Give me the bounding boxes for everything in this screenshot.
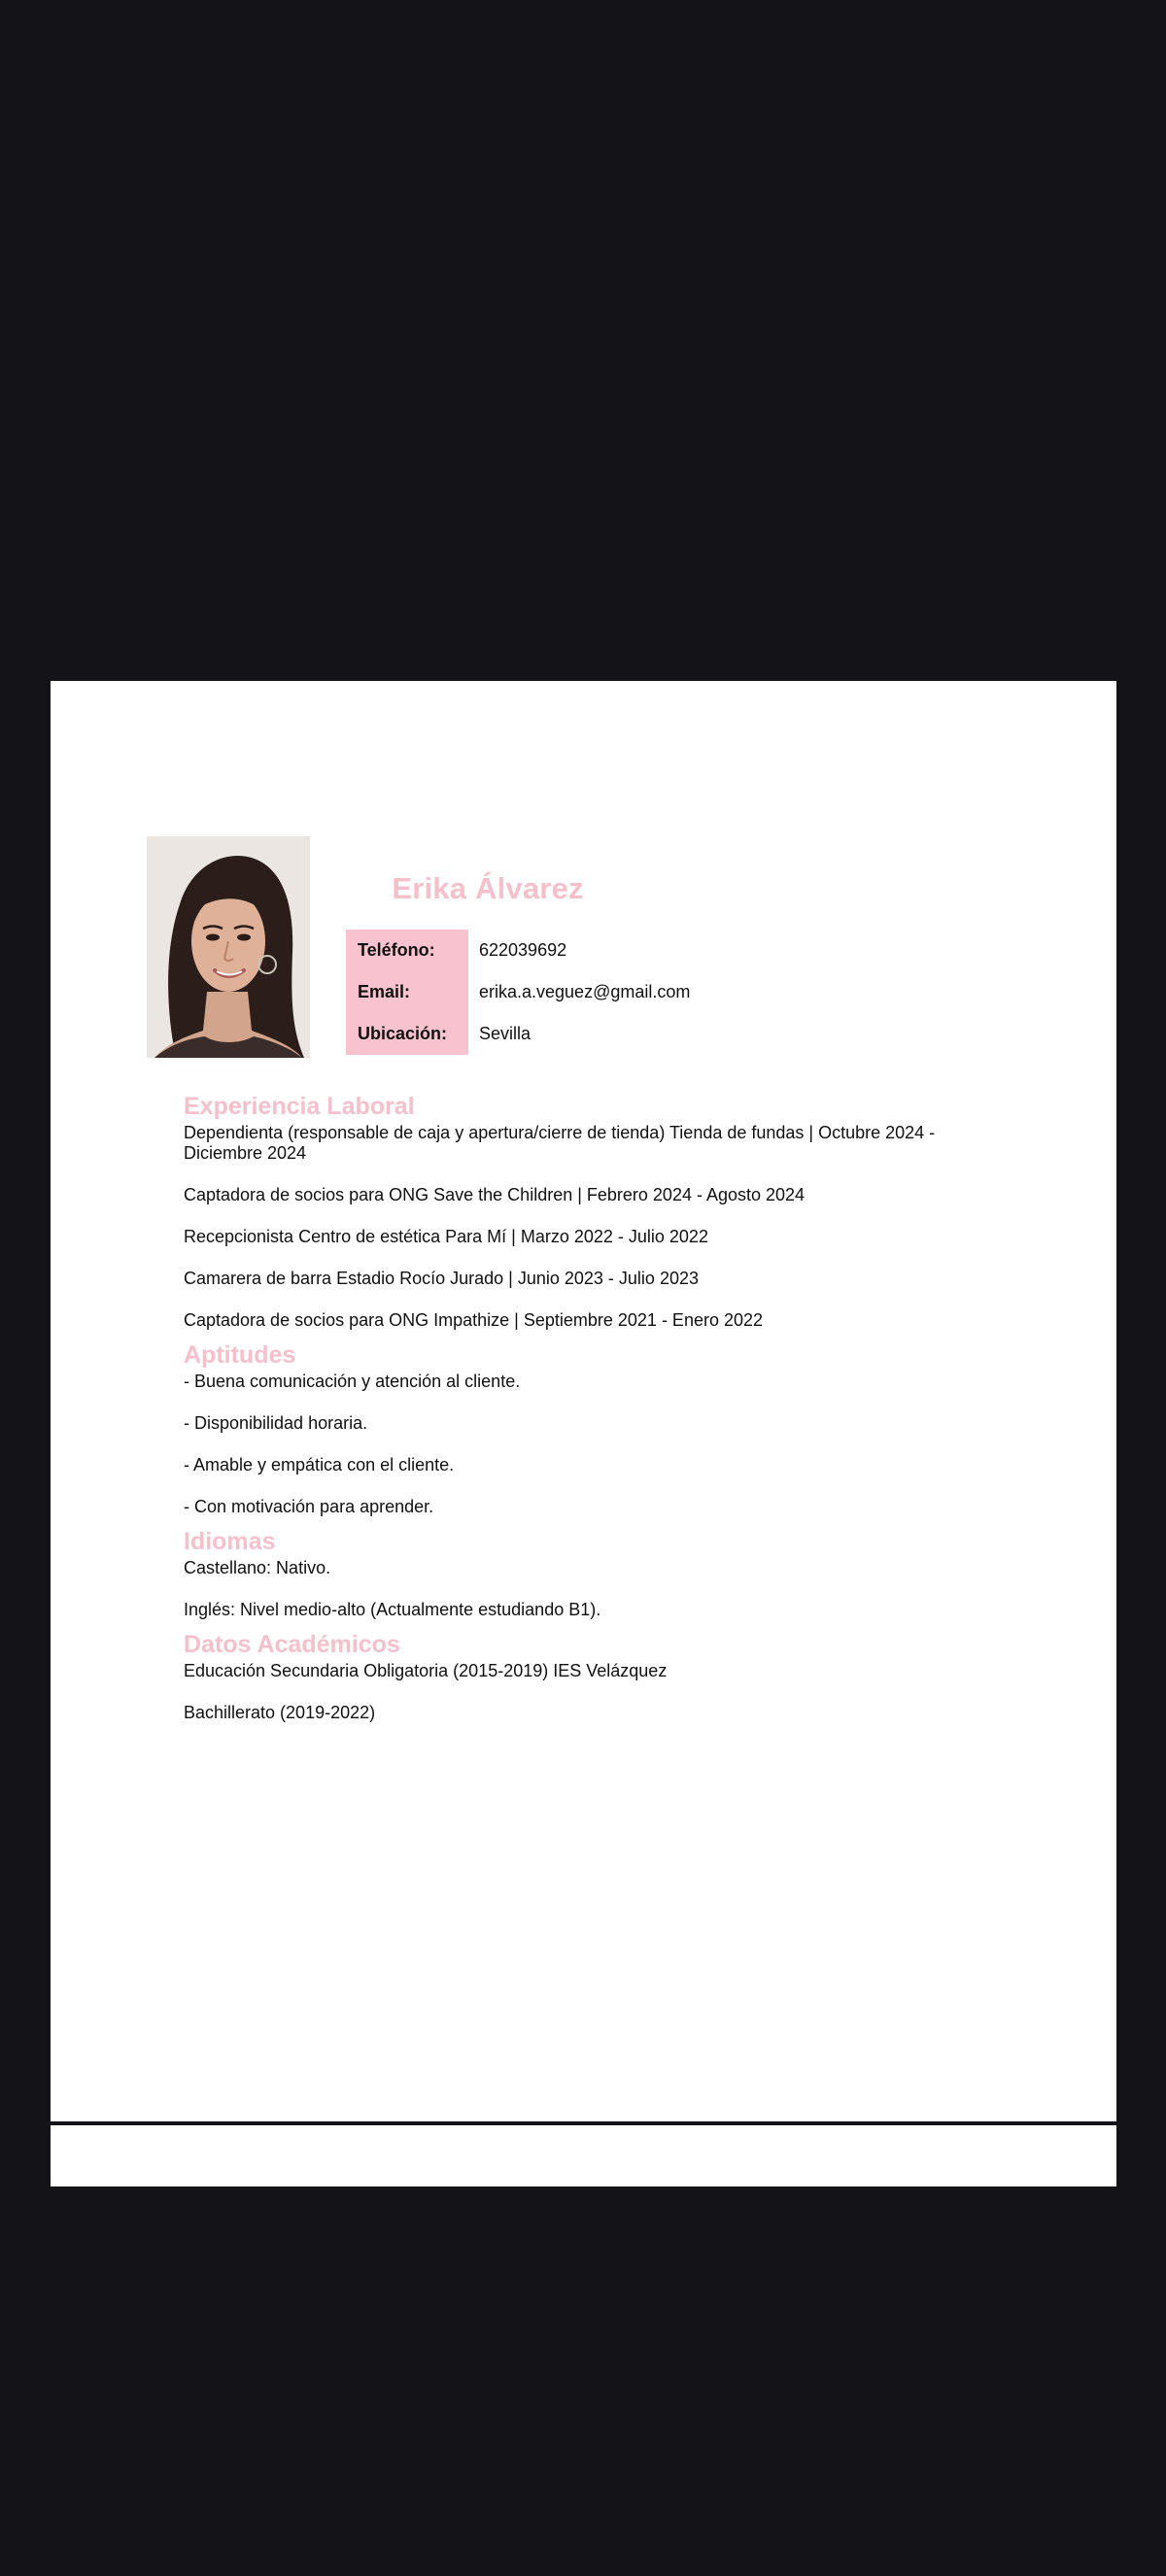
education-section	[184, 1630, 1000, 1723]
language-item: Inglés: Nivel medio-alto (Actualmente estudiando B1).	[184, 1600, 601, 1619]
language-item: Castellano: Nativo.	[184, 1558, 331, 1577]
experience-item: Captadora de socios para ONG Impathize | Septiembre 2021 - Enero 2022	[184, 1310, 764, 1330]
location-value: Sevilla	[479, 1024, 532, 1043]
experience-title: Experiencia Laboral	[184, 1093, 415, 1120]
education-title: Datos Académicos	[184, 1631, 400, 1658]
contact-row-location	[346, 1013, 690, 1055]
phone-value: 622039692	[479, 940, 567, 960]
experience-item: Recepcionista Centro de estética Para Mí | Marzo 2022 - Julio 2022	[184, 1227, 708, 1246]
next-page	[51, 2125, 1116, 2186]
languages-title: Idiomas	[184, 1528, 276, 1555]
contact-row-phone	[346, 930, 690, 971]
cv-content	[184, 1092, 1000, 1733]
location-label: Ubicación:	[346, 1013, 468, 1055]
cv-name: Erika Álvarez	[392, 871, 584, 905]
skills-title: Aptitudes	[184, 1341, 296, 1369]
skills-section	[184, 1340, 1000, 1517]
skill-item: - Buena comunicación y atención al cliente.	[184, 1372, 521, 1391]
experience-item: Dependienta (responsable de caja y apertura/cierre de tienda) Tienda de fundas | Octubre 2024 - Diciembre 2024	[184, 1123, 936, 1163]
skill-item: - Amable y empática con el cliente.	[184, 1455, 455, 1474]
email-value: erika.a.veguez@gmail.com	[479, 982, 691, 1001]
phone-label: Teléfono:	[346, 930, 468, 971]
contact-row-email	[346, 971, 690, 1013]
experience-item: Captadora de socios para ONG Save the Children | Febrero 2024 - Agosto 2024	[184, 1185, 806, 1204]
education-item: Educación Secundaria Obligatoria (2015-2019) IES Velázquez	[184, 1661, 668, 1680]
skill-item: - Con motivación para aprender.	[184, 1497, 434, 1516]
profile-photo	[147, 836, 310, 1058]
contact-table	[346, 930, 690, 1055]
education-item: Bachillerato (2019-2022)	[184, 1703, 376, 1722]
experience-section	[184, 1092, 1000, 1331]
cv-page	[51, 681, 1116, 2121]
languages-section	[184, 1527, 1000, 1620]
experience-item: Camarera de barra Estadio Rocío Jurado | Junio 2023 - Julio 2023	[184, 1269, 699, 1288]
email-label: Email:	[346, 971, 468, 1013]
skill-item: - Disponibilidad horaria.	[184, 1413, 368, 1433]
